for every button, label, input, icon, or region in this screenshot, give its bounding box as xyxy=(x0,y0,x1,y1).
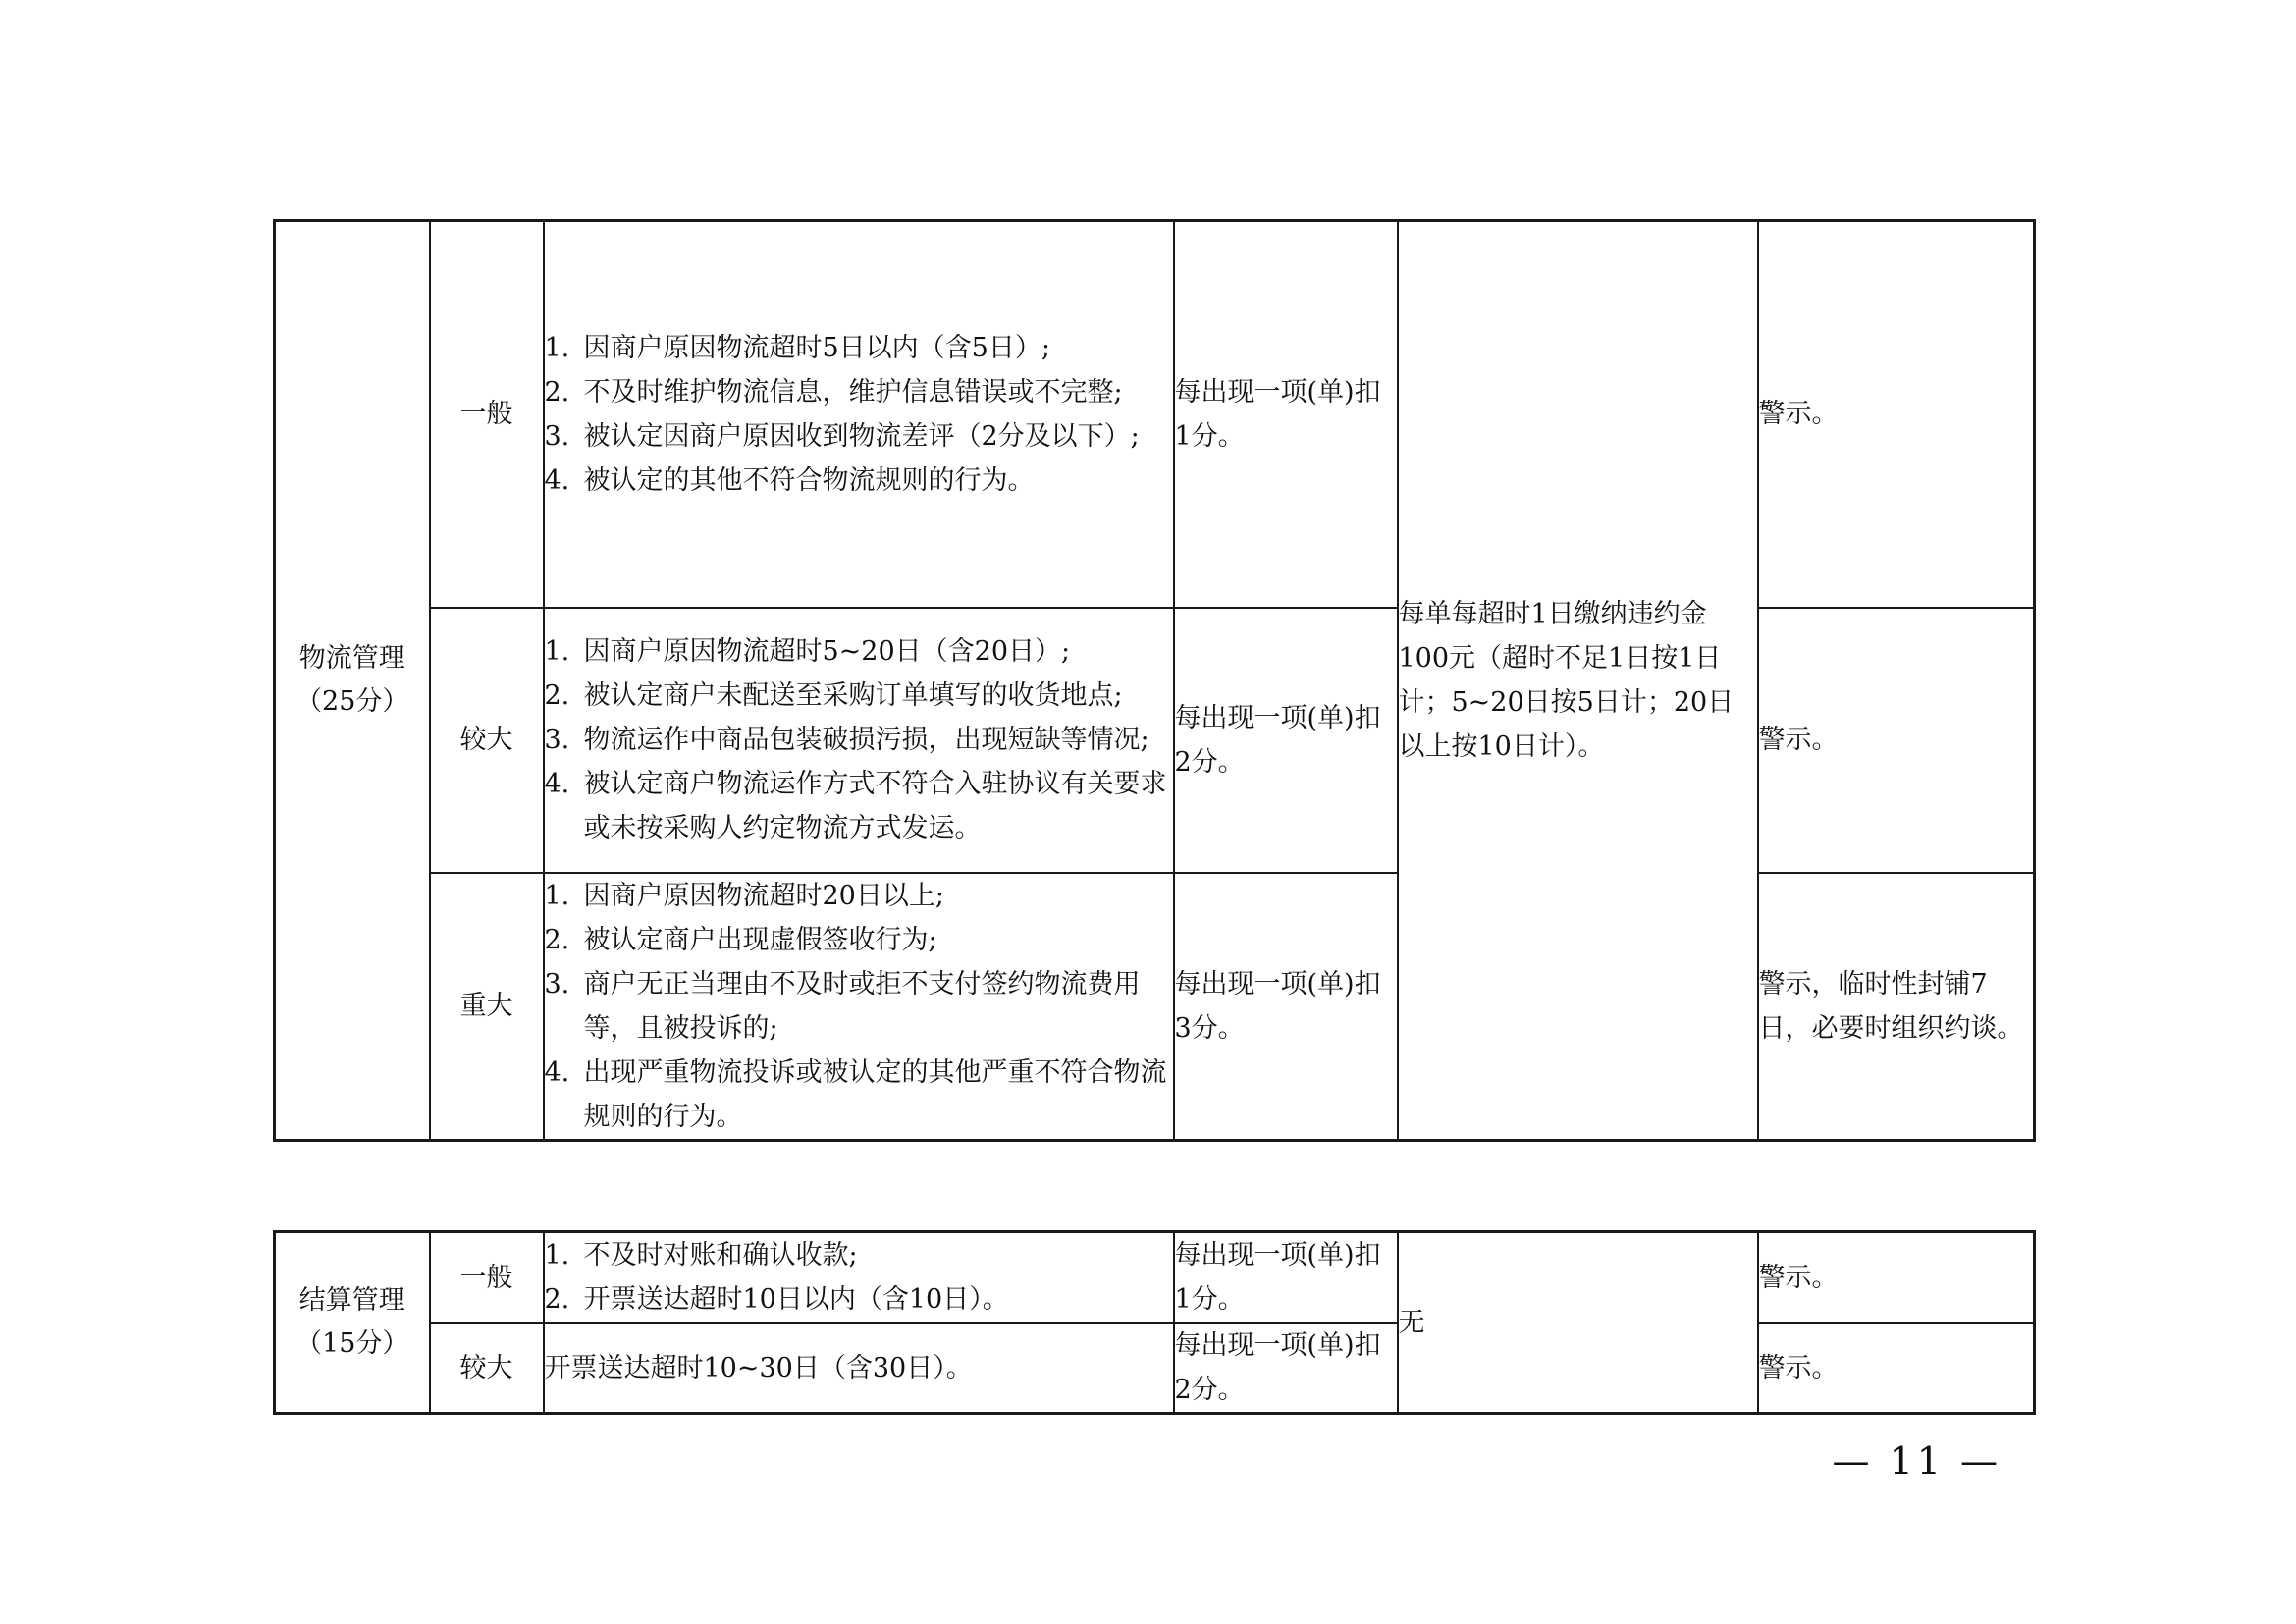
level-cell: 重大 xyxy=(430,873,544,1141)
violation-items-cell xyxy=(544,873,1174,1141)
table-row xyxy=(275,873,2035,1141)
list-item: 1. 因商户原因物流超时20日以上; xyxy=(544,880,944,911)
list-item: 3. 被认定因商户原因收到物流差评（2分及以下）; xyxy=(544,420,1140,452)
score-deduction-cell: 每出现一项(单)扣3分。 xyxy=(1174,873,1398,1141)
table-row xyxy=(275,1323,2035,1414)
category-name: 结算管理 xyxy=(298,1285,405,1316)
action-cell: 警示，临时性封铺7日，必要时组织约谈。 xyxy=(1758,873,2035,1141)
violation-items-cell xyxy=(544,221,1174,608)
score-deduction-cell: 每出现一项(单)扣2分。 xyxy=(1174,608,1398,873)
category-points: （25分） xyxy=(295,685,409,717)
score-deduction-cell: 每出现一项(单)扣2分。 xyxy=(1174,1323,1398,1414)
page-number: — 11 — xyxy=(1832,1439,2002,1483)
score-deduction-cell: 每出现一项(单)扣1分。 xyxy=(1174,221,1398,608)
violation-items-cell: 开票送达超时10~30日（含30日）。 xyxy=(544,1323,1174,1414)
violation-list xyxy=(545,874,1173,1139)
list-item: 1. 不及时对账和确认收款; xyxy=(544,1240,858,1271)
list-item: 1. 因商户原因物流超时5~20日（含20日）; xyxy=(544,636,1071,667)
logistics-table xyxy=(273,219,2036,1142)
violation-items-cell xyxy=(544,608,1174,873)
level-cell: 较大 xyxy=(430,1323,544,1414)
action-cell: 警示。 xyxy=(1758,1232,2035,1324)
score-deduction-cell: 每出现一项(单)扣1分。 xyxy=(1174,1232,1398,1324)
action-cell: 警示。 xyxy=(1758,608,2035,873)
list-item: 2. 不及时维护物流信息，维护信息错误或不完整; xyxy=(544,376,1123,407)
violation-list xyxy=(545,326,1173,503)
level-cell: 较大 xyxy=(430,608,544,873)
category-cell xyxy=(275,1232,430,1414)
violation-items-cell xyxy=(544,1232,1174,1324)
list-item: 3. 物流运作中商品包装破损污损，出现短缺等情况; xyxy=(544,725,1149,755)
table-row xyxy=(275,1232,2035,1324)
table-row xyxy=(275,608,2035,873)
penalty-cell: 每单每超时1日缴纳违约金100元（超时不足1日按1日计；5~20日按5日计；20日以上按10日计）。 xyxy=(1398,221,1758,1141)
list-item: 1. 因商户原因物流超时5日以内（含5日）; xyxy=(544,332,1050,363)
list-item: 2. 被认定商户未配送至采购订单填写的收货地点; xyxy=(544,680,1123,711)
list-item: 4. 被认定的其他不符合物流规则的行为。 xyxy=(544,464,1035,496)
list-item: 2. 开票送达超时10日以内（含10日）。 xyxy=(544,1284,1009,1315)
list-item: 3. 商户无正当理由不及时或拒不支付签约物流费用等，且被投诉的; xyxy=(544,968,1141,1044)
category-points: （15分） xyxy=(295,1328,409,1359)
violation-list xyxy=(545,1233,1173,1322)
violation-list xyxy=(545,629,1173,850)
list-item: 2. 被认定商户出现虚假签收行为; xyxy=(544,924,937,955)
category-cell xyxy=(275,221,430,1141)
list-item: 4. 出现严重物流投诉或被认定的其他严重不符合物流规则的行为。 xyxy=(544,1056,1167,1132)
table-row xyxy=(275,221,2035,608)
action-cell: 警示。 xyxy=(1758,221,2035,608)
penalty-cell: 无 xyxy=(1398,1232,1758,1414)
level-cell: 一般 xyxy=(430,221,544,608)
list-item: 4. 被认定商户物流运作方式不符合入驻协议有关要求或未按采购人约定物流方式发运。 xyxy=(544,769,1167,843)
category-name: 物流管理 xyxy=(298,642,405,674)
action-cell: 警示。 xyxy=(1758,1323,2035,1414)
settlement-table xyxy=(273,1230,2036,1415)
level-cell: 一般 xyxy=(430,1232,544,1324)
